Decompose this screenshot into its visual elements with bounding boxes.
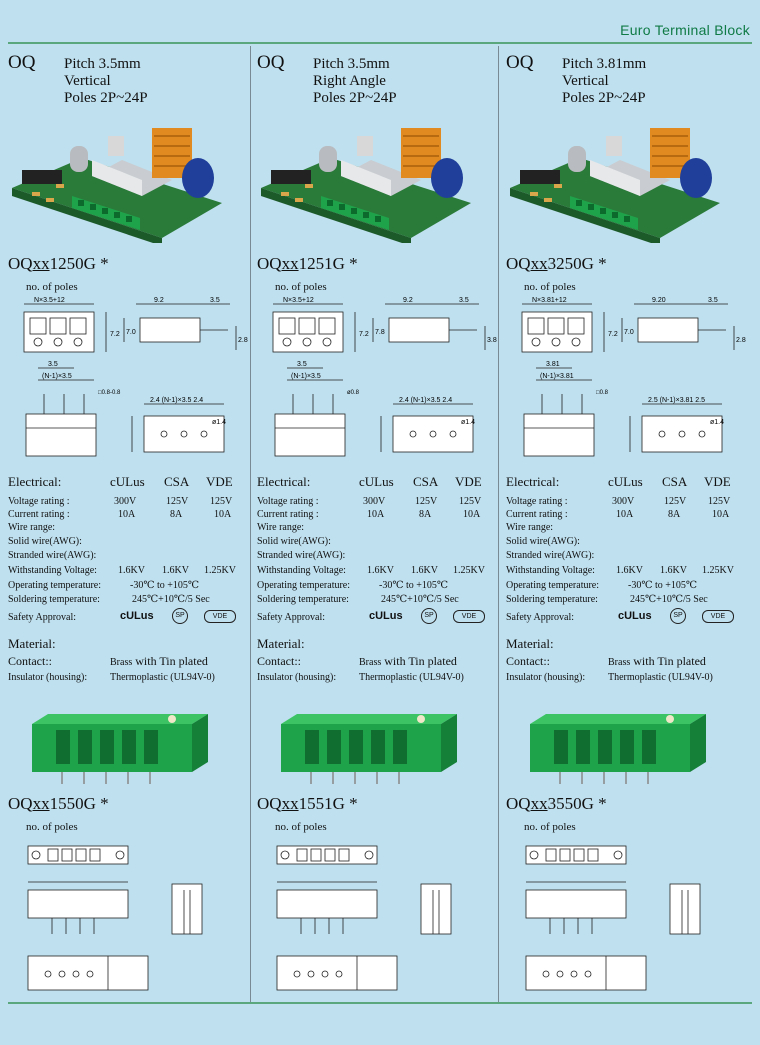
- no-of-poles-label: no. of poles: [26, 281, 78, 293]
- csa-logo: SP: [670, 608, 686, 624]
- voltage-ul: 300V: [612, 496, 635, 507]
- pcb-photo: [12, 118, 222, 243]
- dim-hole-span: 2.5 (N-1)×3.81 2.5: [648, 397, 706, 404]
- dim-pin-size: □0.8-0.8: [98, 390, 121, 396]
- current-vde: 10A: [214, 509, 232, 520]
- stranded-wire-label: Stranded wire(AWG):: [506, 550, 595, 561]
- dimension-drawing-2: [263, 838, 499, 998]
- dim-hole-span: 2.4 (N-1)×3.5 2.4: [399, 397, 453, 404]
- connector-photo: [520, 706, 730, 786]
- series-code: OQ: [257, 52, 285, 73]
- dim-pin-length: 2.8: [238, 337, 248, 344]
- csa-logo: SP: [172, 608, 188, 624]
- current-label: Current rating :: [257, 509, 319, 520]
- pn-suffix: 1250G *: [49, 254, 109, 273]
- connector-photo: [271, 706, 481, 786]
- contact-value: [608, 654, 706, 669]
- voltage-csa: 125V: [166, 496, 189, 507]
- ul-logo: cULus: [369, 610, 403, 622]
- withstanding-csa: 1.6KV: [162, 565, 189, 576]
- insulator-value: Thermoplastic (UL94V-0): [110, 672, 215, 683]
- solder-temp-value: 245℃+10℃/5 Sec: [630, 594, 708, 605]
- current-csa: 8A: [668, 509, 681, 520]
- pn-suffix: 3550G *: [547, 794, 607, 813]
- pn-poles-code: xx: [530, 794, 548, 813]
- voltage-ul: 300V: [114, 496, 137, 507]
- voltage-vde: 125V: [210, 496, 233, 507]
- bottom-divider: [8, 1002, 752, 1004]
- dim-span: (N-1)×3.5: [291, 373, 321, 380]
- cert-csa: CSA: [164, 474, 190, 489]
- withstanding-label: Withstanding Voltage:: [506, 565, 595, 576]
- pitch: Pitch 3.81mm: [562, 56, 647, 72]
- series-code: OQ: [506, 52, 534, 73]
- contact-plating: with Tin plated: [384, 654, 457, 668]
- series-code: OQ: [8, 52, 36, 73]
- vde-logo: VDE: [702, 610, 734, 623]
- safety-label: Safety Approval:: [257, 612, 326, 623]
- material-heading: Material:: [8, 636, 56, 651]
- cert-ul: cULus: [608, 474, 643, 489]
- pn-prefix: OQ: [8, 254, 33, 273]
- pitch: Pitch 3.5mm: [64, 56, 141, 72]
- dim-height: 7.2: [110, 331, 120, 338]
- spec-summary: [562, 56, 646, 107]
- dim-pin-length: 3.8: [487, 337, 497, 344]
- pn-prefix: OQ: [257, 794, 282, 813]
- cert-vde: VDE: [455, 474, 482, 489]
- csa-logo: SP: [421, 608, 437, 624]
- withstanding-ul: 1.6KV: [118, 565, 145, 576]
- dim-height: 7.2: [608, 331, 618, 338]
- dimension-drawing-1: [263, 296, 499, 466]
- voltage-label: Voltage rating :: [8, 496, 70, 507]
- dim-hole-dia: ø1.4: [461, 419, 476, 426]
- solder-temp-value: 245℃+10℃/5 Sec: [381, 594, 459, 605]
- poles: Poles 2P~24P: [562, 90, 646, 106]
- wire-range-label: Wire range:: [8, 522, 56, 533]
- current-ul: 10A: [367, 509, 385, 520]
- voltage-vde: 125V: [459, 496, 482, 507]
- dimension-drawing-1: [14, 296, 250, 466]
- dim-pitch: 3.5: [48, 361, 58, 368]
- poles: Poles 2P~24P: [313, 90, 397, 106]
- vde-logo: VDE: [204, 610, 236, 623]
- cert-vde: VDE: [206, 474, 233, 489]
- dim-pin-size: □0.8: [596, 390, 608, 396]
- dim-height-2: 7.0: [624, 329, 634, 336]
- cert-ul: cULus: [110, 474, 145, 489]
- cert-ul: cULus: [359, 474, 394, 489]
- cert-csa: CSA: [662, 474, 688, 489]
- orientation: Vertical: [64, 73, 111, 89]
- solder-temp-label: Soldering temperature:: [257, 594, 349, 605]
- op-temp-label: Operating temperature:: [8, 580, 102, 591]
- pn-poles-code: xx: [281, 254, 299, 273]
- wire-range-label: Wire range:: [506, 522, 554, 533]
- insulator-value: Thermoplastic (UL94V-0): [608, 672, 713, 683]
- contact-material: Brass: [110, 657, 133, 668]
- electrical-heading: Electrical:: [8, 474, 62, 489]
- op-temp-label: Operating temperature:: [257, 580, 351, 591]
- solid-wire-label: Solid wire(AWG):: [8, 536, 82, 547]
- ul-logo: cULus: [120, 610, 154, 622]
- contact-label: Contact::: [506, 654, 550, 668]
- safety-label: Safety Approval:: [8, 612, 77, 623]
- current-vde: 10A: [712, 509, 730, 520]
- contact-label: Contact::: [257, 654, 301, 668]
- dim-depth: 9.20: [652, 297, 666, 304]
- dim-span: (N-1)×3.81: [540, 373, 574, 380]
- withstanding-ul: 1.6KV: [616, 565, 643, 576]
- brand-title: Euro Terminal Block: [620, 22, 750, 38]
- voltage-csa: 125V: [664, 496, 687, 507]
- contact-material: Brass: [359, 657, 382, 668]
- contact-value: [110, 654, 208, 669]
- withstanding-label: Withstanding Voltage:: [257, 565, 346, 576]
- electrical-heading: Electrical:: [257, 474, 311, 489]
- orientation: Right Angle: [313, 73, 386, 89]
- pitch: Pitch 3.5mm: [313, 56, 390, 72]
- safety-label: Safety Approval:: [506, 612, 575, 623]
- product-column-2: [257, 46, 505, 1002]
- insulator-label: Insulator (housing):: [8, 672, 88, 683]
- dim-width: N×3.81+12: [532, 297, 567, 304]
- dimension-drawing-2: [512, 838, 748, 998]
- dim-hole-dia: ø1.4: [710, 419, 725, 426]
- connector-photo: [22, 706, 232, 786]
- part-number-2: [506, 794, 607, 814]
- insulator-label: Insulator (housing):: [257, 672, 337, 683]
- pn-suffix: 1550G *: [49, 794, 109, 813]
- dim-span: (N-1)×3.5: [42, 373, 72, 380]
- pn-suffix: 1551G *: [298, 794, 358, 813]
- withstanding-vde: 1.25KV: [204, 565, 236, 576]
- electrical-heading: Electrical:: [506, 474, 560, 489]
- dim-pin-length: 2.8: [736, 337, 746, 344]
- op-temp-label: Operating temperature:: [506, 580, 600, 591]
- dim-height-2: 7.8: [375, 329, 385, 336]
- material-heading: Material:: [506, 636, 554, 651]
- solder-temp-label: Soldering temperature:: [8, 594, 100, 605]
- no-of-poles-label: no. of poles: [275, 821, 327, 833]
- product-column-1: [8, 46, 256, 1002]
- dim-depth: 9.2: [403, 297, 413, 304]
- op-temp-value: -30℃ to +105℃: [628, 580, 698, 591]
- dimension-drawing-2: [14, 838, 250, 998]
- pn-prefix: OQ: [257, 254, 282, 273]
- contact-plating: with Tin plated: [633, 654, 706, 668]
- solid-wire-label: Solid wire(AWG):: [257, 536, 331, 547]
- spec-summary: [313, 56, 397, 107]
- ul-logo: cULus: [618, 610, 652, 622]
- dim-pitch: 3.5: [297, 361, 307, 368]
- current-label: Current rating :: [506, 509, 568, 520]
- withstanding-label: Withstanding Voltage:: [8, 565, 97, 576]
- pn-poles-code: xx: [530, 254, 548, 273]
- op-temp-value: -30℃ to +105℃: [130, 580, 200, 591]
- dim-height-2: 7.0: [126, 329, 136, 336]
- dim-height: 7.2: [359, 331, 369, 338]
- pn-poles-code: xx: [32, 254, 50, 273]
- dim-pin: 3.5: [708, 297, 718, 304]
- product-column-3: [506, 46, 754, 1002]
- voltage-vde: 125V: [708, 496, 731, 507]
- cert-vde: VDE: [704, 474, 731, 489]
- pn-prefix: OQ: [506, 794, 531, 813]
- solid-wire-label: Solid wire(AWG):: [506, 536, 580, 547]
- dim-width: N×3.5+12: [283, 297, 314, 304]
- part-number-1: [506, 254, 607, 274]
- top-divider: [8, 42, 752, 44]
- current-ul: 10A: [118, 509, 136, 520]
- current-csa: 8A: [419, 509, 432, 520]
- part-number-1: [257, 254, 358, 274]
- dim-depth: 9.2: [154, 297, 164, 304]
- solder-temp-label: Soldering temperature:: [506, 594, 598, 605]
- withstanding-vde: 1.25KV: [702, 565, 734, 576]
- op-temp-value: -30℃ to +105℃: [379, 580, 449, 591]
- solder-temp-value: 245℃+10℃/5 Sec: [132, 594, 210, 605]
- withstanding-csa: 1.6KV: [411, 565, 438, 576]
- voltage-label: Voltage rating :: [506, 496, 568, 507]
- dim-pitch: 3.81: [546, 361, 560, 368]
- stranded-wire-label: Stranded wire(AWG):: [257, 550, 346, 561]
- orientation: Vertical: [562, 73, 609, 89]
- contact-label: Contact::: [8, 654, 52, 668]
- contact-material: Brass: [608, 657, 631, 668]
- current-label: Current rating :: [8, 509, 70, 520]
- stranded-wire-label: Stranded wire(AWG):: [8, 550, 97, 561]
- poles: Poles 2P~24P: [64, 90, 148, 106]
- pn-poles-code: xx: [281, 794, 299, 813]
- dim-pin: 3.5: [210, 297, 220, 304]
- no-of-poles-label: no. of poles: [524, 281, 576, 293]
- insulator-label: Insulator (housing):: [506, 672, 586, 683]
- pn-poles-code: xx: [32, 794, 50, 813]
- dimension-drawing-1: [512, 296, 748, 466]
- cert-csa: CSA: [413, 474, 439, 489]
- pn-suffix: 3250G *: [547, 254, 607, 273]
- voltage-csa: 125V: [415, 496, 438, 507]
- withstanding-ul: 1.6KV: [367, 565, 394, 576]
- voltage-ul: 300V: [363, 496, 386, 507]
- part-number-1: [8, 254, 109, 274]
- pcb-photo: [261, 118, 471, 243]
- wire-range-label: Wire range:: [257, 522, 305, 533]
- contact-plating: with Tin plated: [135, 654, 208, 668]
- withstanding-csa: 1.6KV: [660, 565, 687, 576]
- dim-hole-span: 2.4 (N-1)×3.5 2.4: [150, 397, 204, 404]
- voltage-label: Voltage rating :: [257, 496, 319, 507]
- dim-width: N×3.5+12: [34, 297, 65, 304]
- current-csa: 8A: [170, 509, 183, 520]
- vde-logo: VDE: [453, 610, 485, 623]
- no-of-poles-label: no. of poles: [524, 821, 576, 833]
- contact-value: [359, 654, 457, 669]
- dim-hole-dia: ø1.4: [212, 419, 227, 426]
- pn-prefix: OQ: [506, 254, 531, 273]
- withstanding-vde: 1.25KV: [453, 565, 485, 576]
- part-number-2: [8, 794, 109, 814]
- no-of-poles-label: no. of poles: [275, 281, 327, 293]
- pn-suffix: 1251G *: [298, 254, 358, 273]
- pn-prefix: OQ: [8, 794, 33, 813]
- current-ul: 10A: [616, 509, 634, 520]
- spec-summary: [64, 56, 148, 107]
- material-heading: Material:: [257, 636, 305, 651]
- no-of-poles-label: no. of poles: [26, 821, 78, 833]
- current-vde: 10A: [463, 509, 481, 520]
- pcb-photo: [510, 118, 720, 243]
- part-number-2: [257, 794, 358, 814]
- insulator-value: Thermoplastic (UL94V-0): [359, 672, 464, 683]
- dim-pin-size: ø0.8: [347, 390, 360, 396]
- dim-pin: 3.5: [459, 297, 469, 304]
